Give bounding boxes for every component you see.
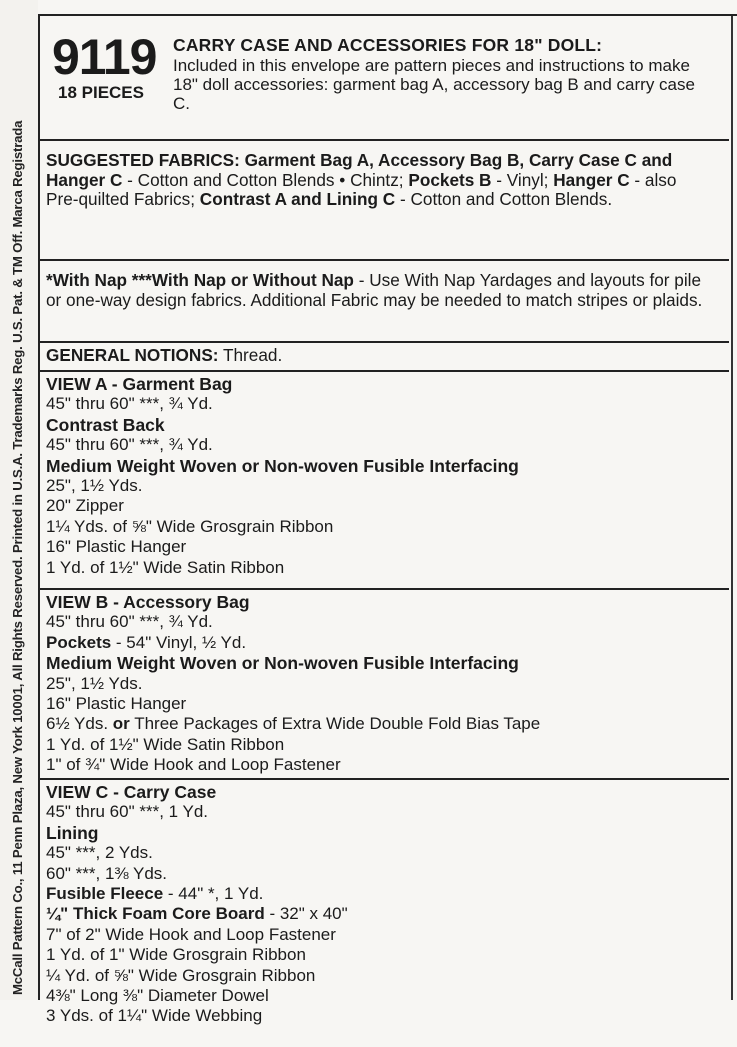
view-b-subheading: Medium Weight Woven or Non-woven Fusible Interfacing (46, 653, 519, 674)
view-a-line: 45" thru 60" ***, ¾ Yd. (46, 394, 213, 414)
view-b-section (40, 590, 729, 780)
view-b-line: 16" Plastic Hanger (46, 694, 187, 714)
view-c-subheading: Fusible Fleece (46, 884, 164, 904)
view-b-bias-c: Three Packages of Extra Wide Double Fold Bias Tape (129, 714, 541, 734)
view-c-foam-value: - 32" x 40" (264, 904, 348, 924)
publisher-imprint: McCall Pattern Co., 11 Penn Plaza, New York 10001, All Rights Reserved. Printed in U.S.A. Trademarks Reg. U.S. Pat. & TM Off. Marca Registrada (10, 120, 25, 995)
notions-text (46, 346, 713, 366)
pattern-description: Included in this envelope are pattern pieces and instructions to make 18" doll accessories: garment bag A, accessory bag B and carry case C. (173, 55, 695, 113)
view-c-subheading: Lining (46, 822, 99, 843)
fabrics-label: SUGGESTED FABRICS: (46, 150, 240, 170)
nap-label: *With Nap ***With Nap or Without Nap (46, 270, 354, 290)
suggested-fabrics-section (40, 141, 729, 261)
view-a-line: 45" thru 60" ***, ¾ Yd. (46, 435, 213, 455)
view-b-bias-or: or (112, 714, 130, 734)
view-a-subheading: Contrast Back (46, 414, 165, 435)
general-notions-section (40, 343, 729, 372)
view-a-line: 16" Plastic Hanger (46, 537, 187, 557)
view-b-line: 1 Yd. of 1½" Wide Satin Ribbon (46, 734, 285, 754)
fabrics-text: - Cotton and Cotton Blends. (395, 189, 613, 210)
view-c-fleece-line (46, 884, 713, 904)
view-b-line: 1" of ¾" Wide Hook and Loop Fastener (46, 755, 341, 775)
fabrics-text: - also Pre-quilted Fabrics; (46, 169, 677, 210)
fabrics-item: Pockets B (408, 169, 492, 190)
view-b-pockets-line (46, 633, 713, 653)
view-a-line: 25", 1½ Yds. (46, 476, 143, 496)
view-b-bias-tape-line (46, 714, 713, 734)
notions-value: Thread. (218, 345, 283, 365)
view-c-line: 45" ***, 2 Yds. (46, 843, 153, 863)
notions-label: GENERAL NOTIONS: (46, 345, 219, 365)
view-c-foam-line (46, 904, 713, 924)
view-c-fleece-value: - 44" *, 1 Yd. (163, 884, 264, 904)
view-b-line: 45" thru 60" ***, ¾ Yd. (46, 612, 213, 632)
header-text (173, 36, 711, 113)
view-a-line: 1¼ Yds. of ⅝" Wide Grosgrain Ribbon (46, 516, 334, 536)
view-a-heading: VIEW A - Garment Bag (46, 374, 233, 394)
view-c-line: ¼ Yd. of ⅝" Wide Grosgrain Ribbon (46, 965, 316, 985)
nap-description: - Use With Nap Yardages and layouts for pile or one-way design fabrics. Additional Fabric may be needed to match stripes or plaids. (46, 270, 703, 310)
view-c-line: 60" ***, 1⅜ Yds. (46, 863, 168, 883)
view-b-subheading: Pockets (46, 632, 112, 652)
pattern-title: CARRY CASE AND ACCESSORIES FOR 18" DOLL: (173, 35, 603, 55)
header-section (40, 16, 729, 141)
view-b-pockets-value: - 54" Vinyl, ½ Yd. (111, 632, 247, 652)
view-b-heading: VIEW B - Accessory Bag (46, 592, 250, 612)
view-c-subheading: ¼" Thick Foam Core Board (46, 904, 265, 924)
view-a-subheading: Medium Weight Woven or Non-woven Fusible Interfacing (46, 455, 519, 476)
view-a-section (40, 372, 729, 590)
view-c-line: 3 Yds. of 1¼" Wide Webbing (46, 1006, 263, 1026)
view-c-line: 4⅜" Long ⅜" Diameter Dowel (46, 986, 269, 1006)
fabrics-item: Hanger C (553, 169, 630, 190)
pieces-count: 18 PIECES (58, 83, 144, 102)
nap-section (40, 261, 729, 343)
view-c-line: 7" of 2" Wide Hook and Loop Fastener (46, 924, 336, 944)
view-b-bias-a: 6½ Yds. (46, 714, 113, 734)
view-a-line: 20" Zipper (46, 496, 124, 516)
fabrics-item: Garment Bag A, Accessory Bag B, Carry Case C and Hanger C (46, 150, 673, 190)
view-c-section (40, 780, 729, 1047)
view-c-heading: VIEW C - Carry Case (46, 782, 217, 802)
view-c-line: 1 Yd. of 1" Wide Grosgrain Ribbon (46, 945, 306, 965)
fabrics-text: - Vinyl; (491, 169, 554, 190)
pattern-number: 9119 (52, 29, 157, 85)
fabrics-item: Contrast A and Lining C (199, 189, 396, 210)
fabrics-text: - Cotton and Cotton Blends • Chintz; (122, 169, 409, 190)
nap-text (46, 271, 713, 310)
view-b-line: 25", 1½ Yds. (46, 673, 143, 693)
side-strip (0, 0, 38, 1000)
view-a-line: 1 Yd. of 1½" Wide Satin Ribbon (46, 557, 285, 577)
pattern-back-panel (38, 14, 737, 1026)
suggested-fabrics-text (46, 151, 713, 210)
view-c-line: 45" thru 60" ***, 1 Yd. (46, 802, 209, 822)
